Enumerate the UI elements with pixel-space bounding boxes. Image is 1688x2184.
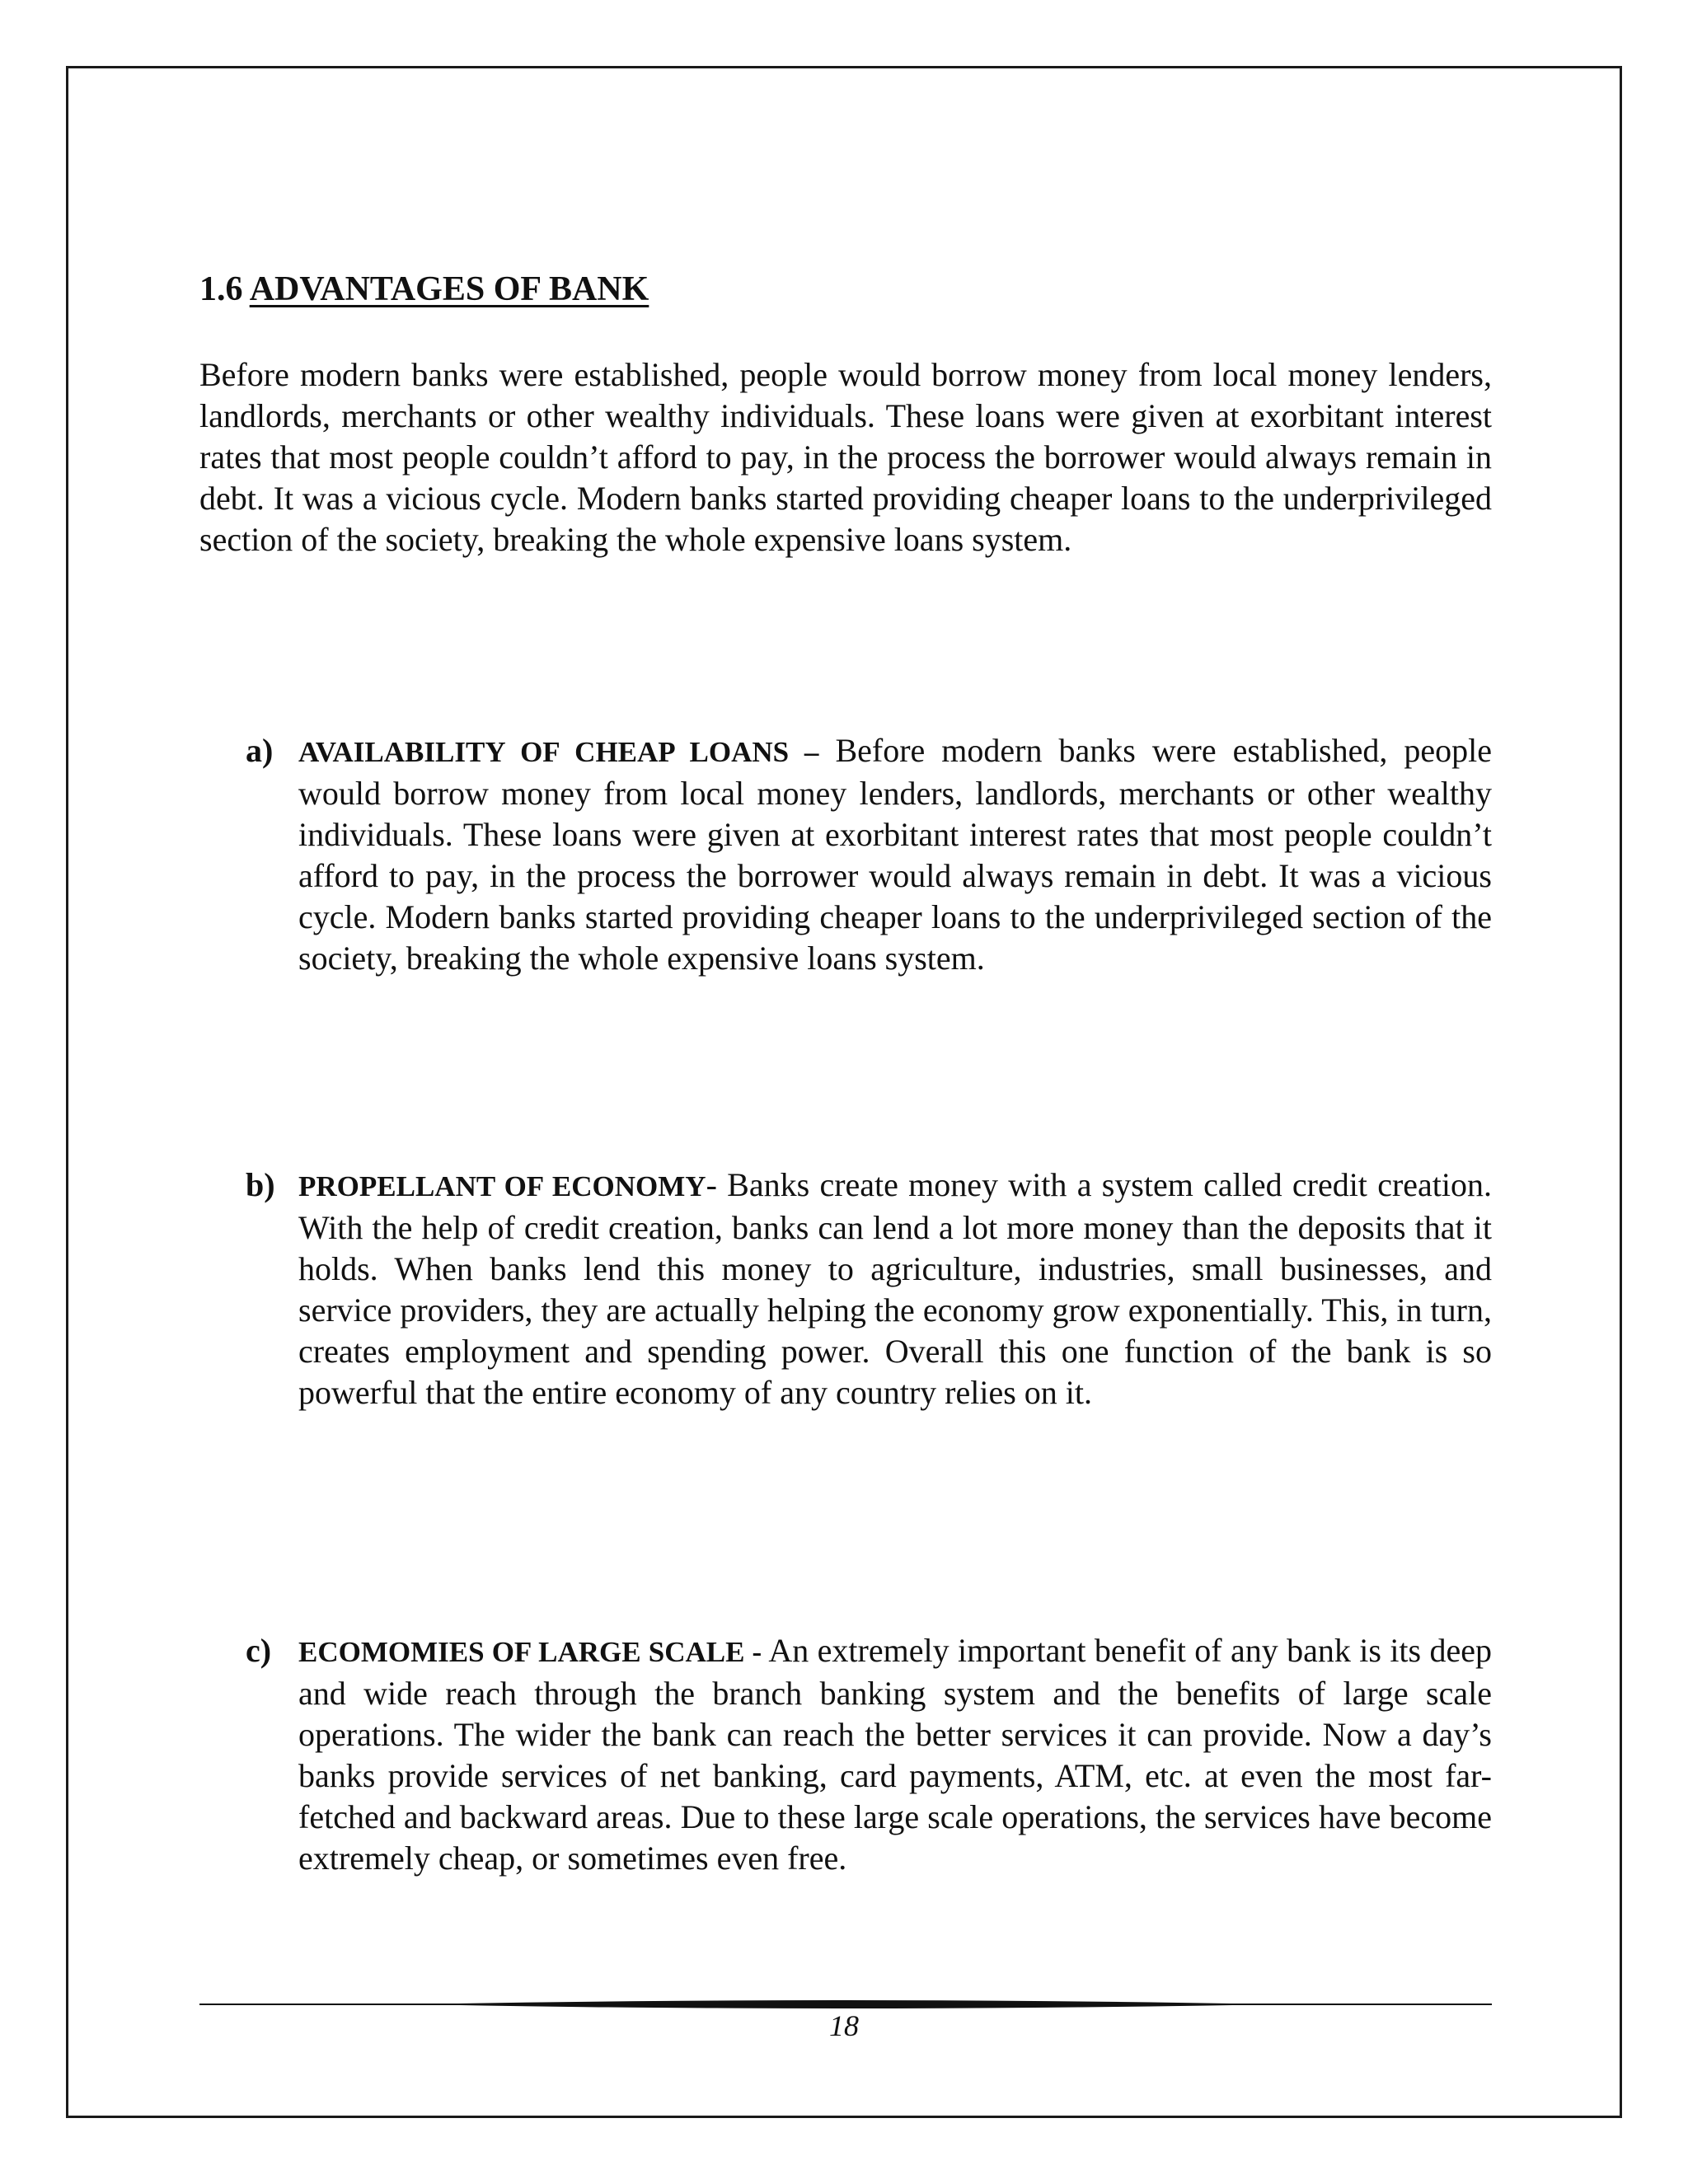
list-marker: a) xyxy=(246,732,274,769)
list-item-body xyxy=(298,730,1492,979)
list-marker: c) xyxy=(246,1632,272,1669)
list-item-text: Before modern banks were established, people would borrow money from local money lenders, landlords, merchants or other wealthy individuals. These loans were given at exorbitant interest rates that most people couldn’t afford to pay, in the process the borrower would always remain in debt. It was a vicious cycle. Modern banks started providing cheaper loans to the underprivileged section of the society, breaking the whole expensive loans system. xyxy=(298,732,1493,977)
list-item-economies-of-scale xyxy=(246,1630,1492,1879)
list-item-text: An extremely important benefit of any bank is its deep and wide reach through the branch banking system and the benefits of large scale operations. The wider the bank can reach the better services it can provide. Now a day’s banks provide services of net banking, card payments, ATM, etc. at even the most far-fetched and backward areas. Due to these large scale operations, the services have become extremely cheap, or sometimes even free. xyxy=(298,1632,1492,1877)
list-item-heading: AVAILABILITY OF CHEAP LOANS – xyxy=(298,736,819,768)
list-item-heading: PROPELLANT OF ECONOMY xyxy=(298,1170,706,1202)
list-item-propellant-of-economy xyxy=(246,1165,1492,1413)
section-number: 1.6 xyxy=(199,270,243,308)
list-item-body xyxy=(298,1630,1492,1879)
list-item-cheap-loans xyxy=(246,730,1492,979)
section-title: ADVANTAGES OF BANK xyxy=(249,270,649,308)
intro-paragraph: Before modern banks were established, people would borrow money from local money lenders, landlords, merchants or other wealthy individuals. These loans were given at exorbitant interest rates that most people couldn’t afford to pay, in the process the borrower would always remain in debt. It was a vicious cycle. Modern banks started providing cheaper loans to the underprivileged section of the society, breaking the whole expensive loans system. xyxy=(199,356,1492,558)
list-item-heading: ECOMOMIES OF LARGE SCALE - xyxy=(298,1636,762,1668)
list-marker: b) xyxy=(246,1166,275,1203)
page-number: 18 xyxy=(829,2009,859,2042)
section-heading xyxy=(199,272,649,307)
list-item-text: - Banks create money with a system called credit creation. With the help of credit creation, banks can lend a lot more money than the deposits that it holds. When banks lend this money to agriculture, industries, small businesses, and service providers, they are actually helping the economy grow exponentially. This, in turn, creates employment and spending power. Overall this one function of the bank is so powerful that the entire economy of any country relies on it. xyxy=(298,1166,1493,1411)
list-item-body xyxy=(298,1165,1492,1413)
